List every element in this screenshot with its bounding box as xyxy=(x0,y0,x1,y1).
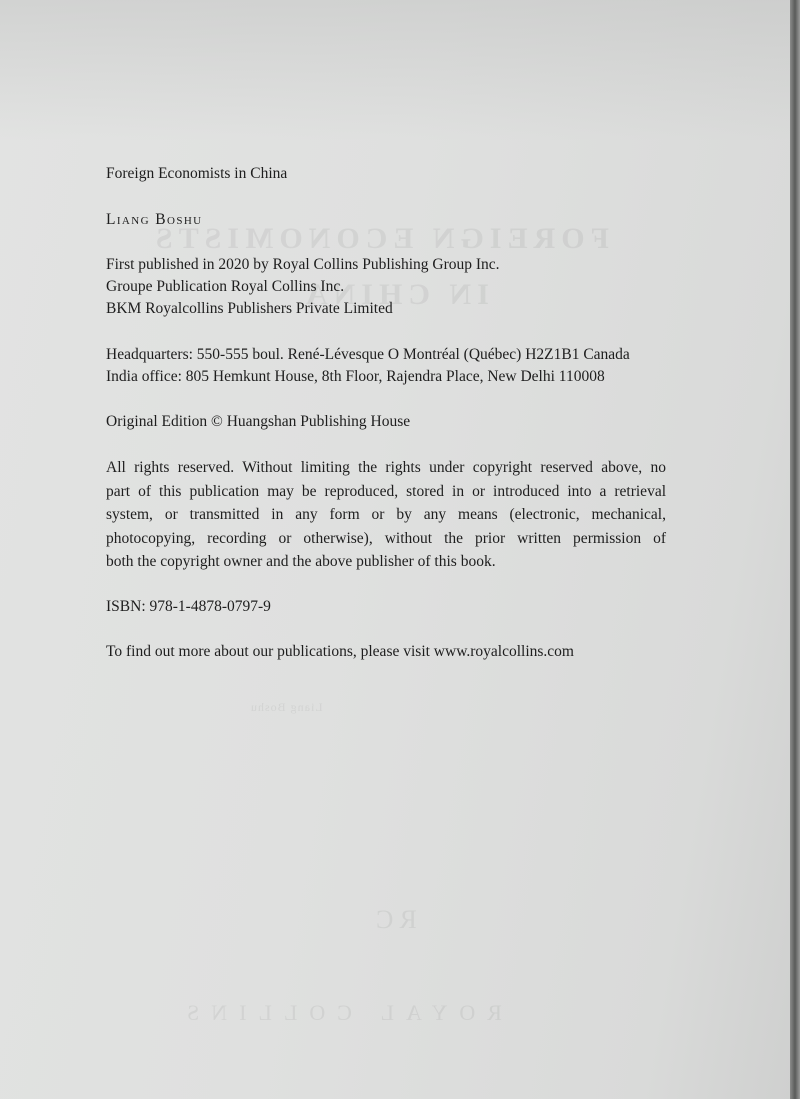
show-through-title-2: IN CHINA xyxy=(300,278,489,311)
publisher-line: Groupe Publication Royal Collins Inc. xyxy=(106,278,345,295)
rights-line: photocopying, recording or otherwise), without the prior written permission of xyxy=(106,529,666,547)
edition-line: Original Edition © Huangshan Publishing House xyxy=(106,413,411,430)
rights-paragraph xyxy=(106,456,666,574)
book-spine-edge xyxy=(790,0,800,1099)
show-through-logo: RC xyxy=(370,905,417,934)
show-through-title: FOREIGN ECONOMISTS xyxy=(150,222,609,255)
publisher-line: BKM Royalcollins Publishers Private Limited xyxy=(106,300,393,317)
website-note: To find out more about our publications, please visit www.royalcollins.com xyxy=(106,642,574,660)
india-office-address: India office: 805 Hemkunt House, 8th Floor, Rajendra Place, New Delhi 110008 xyxy=(106,368,605,385)
book-author: Liang Boshu xyxy=(106,211,203,228)
show-through-imprint: ROYAL COLLINS xyxy=(175,1000,502,1025)
rights-line: system, or transmitted in any form or by any means (electronic, mechanical, xyxy=(106,506,666,524)
rights-line: both the copyright owner and the above publisher of this book. xyxy=(106,553,496,571)
rights-line: part of this publication may be reproduced, stored in or introduced into a retrieval xyxy=(106,482,666,500)
isbn: ISBN: 978-1-4878-0797-9 xyxy=(106,597,271,615)
show-through-caption: Liang Boshu xyxy=(250,700,323,714)
top-shadow xyxy=(0,0,790,140)
copyright-text xyxy=(106,163,666,663)
publisher-block xyxy=(106,254,666,320)
publisher-line: First published in 2020 by Royal Collins Publishing Group Inc. xyxy=(106,256,500,273)
book-title: Foreign Economists in China xyxy=(106,165,288,182)
headquarters-address: Headquarters: 550-555 boul. René-Lévesque O Montréal (Québec) H2Z1B1 Canada xyxy=(106,346,630,363)
rights-line: All rights reserved. Without limiting the rights under copyright reserved above, no xyxy=(106,459,666,476)
offices-block xyxy=(106,344,666,388)
